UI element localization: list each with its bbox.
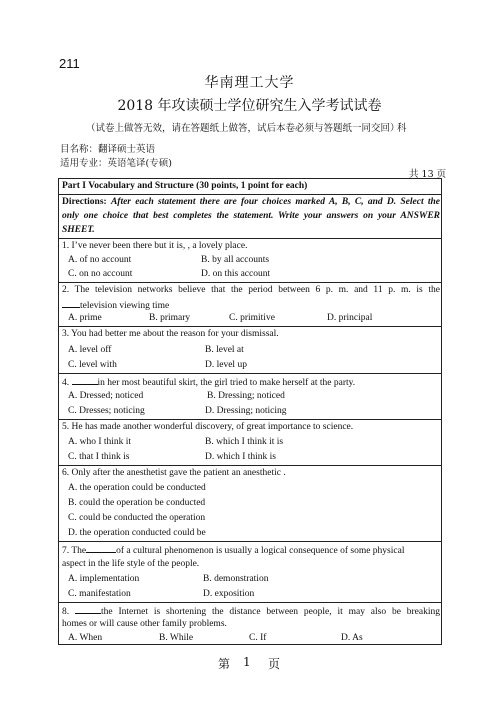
question-7-option-a: A. implementation	[68, 574, 140, 584]
question-4-stem	[62, 375, 355, 390]
question-6-option-c: C. could be conducted the operation	[68, 513, 206, 523]
question-2-option-a: A. prime	[68, 313, 102, 323]
question-7-number: 7. The	[62, 546, 87, 556]
question-6-stem: 6. Only after the anesthetist gave the patient an anesthetic .	[62, 468, 286, 478]
note-suffix: 科	[397, 123, 407, 134]
question-1-option-d: D. on this account	[201, 269, 271, 279]
question-4-option-a: A. Dressed; noticed	[68, 391, 144, 401]
question-2-stem-text: television viewing time	[80, 301, 170, 311]
question-2-stem: 2. The television networks believe that the period between 6 p. m. and 11 p. m. is the	[62, 285, 440, 295]
directions-text-1: After each statement there are four choices marked A, B, C, and D. Select the	[110, 197, 440, 207]
question-7-stem	[62, 543, 404, 558]
question-3-option-b: B. level at	[205, 345, 244, 355]
question-5-option-a: A. who I think it	[68, 437, 132, 447]
exam-code: 211	[59, 56, 80, 71]
divider	[59, 541, 441, 542]
question-3-option-c: C. level with	[68, 360, 117, 370]
footer-ye: 页	[268, 657, 281, 671]
question-8-option-a: A. When	[68, 633, 103, 643]
question-1-option-a: A. of no account	[68, 255, 132, 265]
directions-line-2: only one choice that best completes the statement. Write your answers on your ANSWER	[62, 211, 440, 221]
question-1-stem: 1. I’ve never been there but it is, , a lovely place.	[62, 241, 248, 251]
question-2-stem-cont	[62, 298, 169, 313]
divider	[59, 282, 441, 283]
page-number: 1	[243, 655, 251, 669]
divider	[59, 465, 441, 466]
question-8-number: 8.	[62, 607, 70, 617]
question-8-option-b: B. While	[159, 633, 194, 643]
question-8-stem	[62, 604, 440, 619]
question-8-stem-text: the Internet is shortening the distance between people, it may also be breaking	[100, 607, 441, 617]
directions-label: Directions:	[62, 197, 107, 207]
question-7-option-c: C. manifestation	[68, 589, 131, 599]
question-4-option-b: B. Dressing; noticed	[207, 391, 285, 401]
divider	[59, 326, 441, 327]
question-box	[58, 178, 442, 645]
divider	[59, 194, 441, 195]
question-2-option-c: C. primitive	[229, 313, 275, 323]
question-6-option-b: B. could the operation be conducted	[68, 498, 206, 508]
divider	[59, 238, 441, 239]
question-3-stem: 3. You had better me about the reason for your dismissal.	[62, 329, 279, 339]
question-5-option-c: C. that I think is	[68, 452, 130, 462]
question-5-stem: 5. He has made another wonderful discovery, of great importance to science.	[62, 422, 354, 432]
exam-title: 2018 年攻读硕士学位研究生入学考试试卷	[117, 98, 382, 114]
question-1-option-c: C. on no account	[68, 269, 133, 279]
question-5-option-b: B. which I think it is	[205, 437, 284, 447]
question-3-option-d: D. level up	[205, 360, 247, 370]
question-7-stem-cont: aspect in the life style of the people.	[62, 559, 200, 569]
question-3-option-a: A. level off	[68, 345, 112, 355]
directions-line-1	[62, 196, 440, 209]
divider	[59, 419, 441, 420]
footer-di: 第	[218, 657, 231, 671]
question-6-option-d: D. the operation conducted could be	[68, 528, 206, 538]
divider	[59, 373, 441, 374]
question-8-stem-cont: homes or will cause other family problems.	[62, 619, 227, 629]
question-4-stem-text: in her most beautiful skirt, the girl tried to make herself at the party.	[97, 378, 356, 388]
question-4-option-d: D. Dressing; noticing	[205, 406, 287, 416]
answer-blank	[75, 604, 101, 614]
question-7-stem-text: of a cultural phenomenon is usually a logical consequence of some physical	[116, 546, 405, 556]
question-4-option-c: C. Dresses; noticing	[68, 406, 145, 416]
total-pages: 共 13 页	[409, 169, 447, 180]
question-2-option-b: B. primary	[149, 313, 191, 323]
answer-blank	[62, 298, 80, 308]
question-2-option-d: D. principal	[327, 313, 373, 323]
subject-name: 目名称：翻译硕士英语	[60, 144, 156, 155]
question-1-option-b: B. by all accounts	[201, 255, 270, 265]
question-6-option-a: A. the operation could be conducted	[68, 483, 206, 493]
question-8-option-d: D. As	[341, 633, 363, 643]
applicable-major: 适用专业：英语笔译(专硕)	[60, 158, 172, 169]
divider	[59, 602, 441, 603]
question-7-option-b: B. demonstration	[203, 574, 269, 584]
university-name: 华南理工大学	[204, 75, 295, 91]
question-4-number: 4.	[62, 378, 70, 388]
question-7-option-d: D. exposition	[203, 589, 255, 599]
answer-blank	[72, 375, 98, 385]
instruction-note: （试卷上做答无效，请在答题纸上做答，试后本卷必须与答题纸一同交回）	[86, 123, 400, 134]
question-5-option-d: D. which I think is	[205, 452, 276, 462]
question-8-option-c: C. If	[249, 633, 267, 643]
answer-blank	[86, 543, 116, 553]
part-title: Part I Vocabulary and Structure (30 points, 1 point for each)	[62, 181, 308, 191]
directions-line-3: SHEET.	[62, 225, 95, 235]
